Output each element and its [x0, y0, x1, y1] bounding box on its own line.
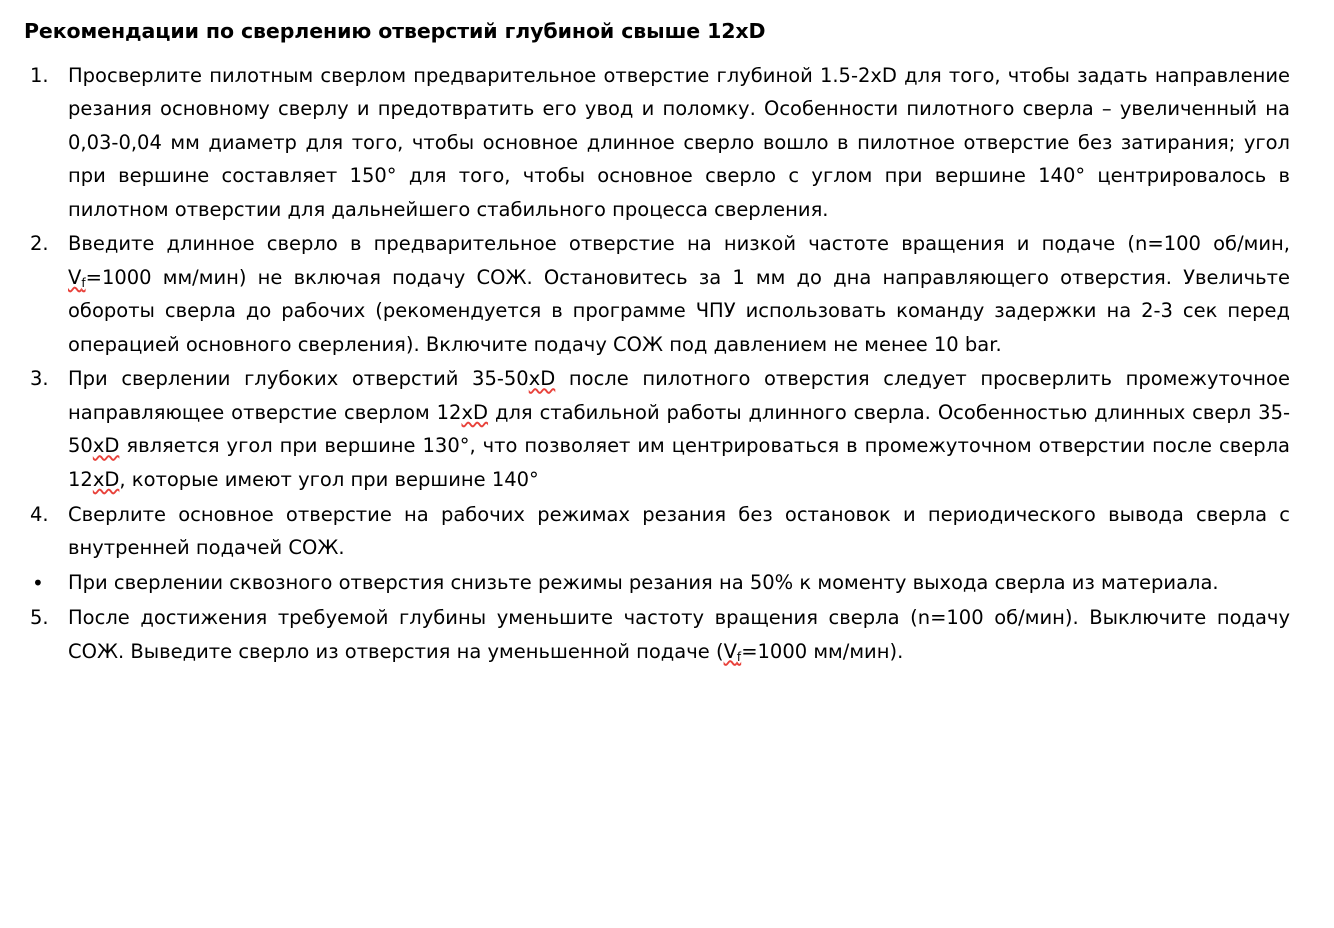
page-title-spellchecked-term: 12xD: [707, 19, 766, 43]
list-item-text-segment: =1000 мм/мин) не включая подачу СОЖ. Остановитесь за 1 мм до дна направляющего отверстия. Увеличьте обороты сверла до рабочих (рекомендуется в программе ЧПУ использовать команду задержки на 2-3 сек перед операцией основного сверления). Включите подачу СОЖ под давлением не менее 10 bar.: [68, 265, 1290, 356]
list-item-text: [68, 227, 1290, 361]
list-item: [24, 227, 1290, 361]
list-item-bullet-marker: •: [32, 570, 44, 595]
list-item-text: [68, 362, 1290, 496]
list-item-text: [68, 601, 1290, 668]
spellchecked-term: xD: [461, 400, 489, 424]
feed-symbol: [68, 266, 86, 289]
feed-symbol-letter: V: [68, 265, 82, 289]
list-item-text: Просверлите пилотным сверлом предварительное отверстие глубиной 1.5-2xD для того, чтобы задать направление резания основному сверлу и предотвратить его увод и поломку. Особенности пилотного сверла – увеличенный на 0,03-0,04 мм диаметр для того, чтобы основное длинное сверло вошло в пилотное отверстие без затирания; угол при вершине составляет 150° для того, чтобы основное сверло с углом при вершине 140° центрировалось в пилотном отверстии для дальнейшего стабильного процесса сверления.: [68, 63, 1290, 221]
list-item-text-segment: , которые имеют угол при вершине 140°: [119, 468, 539, 492]
feed-symbol: [724, 640, 742, 663]
list-item-text-segment: После достижения требуемой глубины уменьшите частоту вращения сверла (n=100 об/мин). Выключите подачу СОЖ. Выведите сверло из отверстия на уменьшенной подаче (: [68, 606, 1290, 663]
spellchecked-term: xD: [528, 367, 556, 391]
feed-symbol-subscript: f: [81, 275, 86, 290]
list-item-marker: 5.: [30, 606, 49, 629]
list-item-text-segment: является угол при вершине 130°, что позволяет им центрироваться в промежуточном отверстии после сверла 12: [68, 434, 1290, 492]
feed-symbol-subscript: f: [736, 649, 742, 664]
recommendations-list: [24, 59, 1290, 668]
page-title: [24, 18, 1290, 45]
list-item-text-segment: =1000 мм/мин).: [741, 639, 904, 663]
page-title-text: Рекомендации по сверлению отверстий глубиной свыше: [24, 19, 708, 43]
feed-symbol-letter: V: [723, 639, 737, 663]
list-item: [24, 601, 1290, 668]
list-item-text-segment: Введите длинное сверло в предварительное отверстие на низкой частоте вращения и подаче (n=100 об/мин,: [68, 232, 1290, 256]
list-item: [24, 566, 1290, 600]
list-item: [24, 362, 1290, 496]
list-item-text-segment: после пилотного отверстия следует просверлить промежуточное направляющее отверстие сверлом 12: [68, 367, 1290, 424]
list-item-marker: 2.: [30, 232, 49, 256]
list-item-marker: 3.: [30, 367, 49, 391]
list-item-marker: 4.: [30, 502, 49, 526]
spellchecked-term: xD: [92, 468, 120, 492]
list-item: [24, 498, 1290, 565]
list-item-text-segment: При сверлении глубоких отверстий 35-50: [68, 367, 529, 391]
list-item-marker: 1.: [30, 63, 49, 87]
list-item-text: При сверлении сквозного отверстия снизьте режимы резания на 50% к моменту выхода сверла из материала.: [68, 570, 1219, 594]
spellchecked-term: xD: [92, 434, 120, 458]
list-item-text: Сверлите основное отверстие на рабочих режимах резания без остановок и периодического вывода сверла с внутренней подачей СОЖ.: [68, 502, 1290, 560]
list-item-text-segment: для стабильной работы длинного сверла. Особенностью длинных сверл 35-50: [68, 400, 1291, 458]
list-item: [24, 59, 1290, 227]
